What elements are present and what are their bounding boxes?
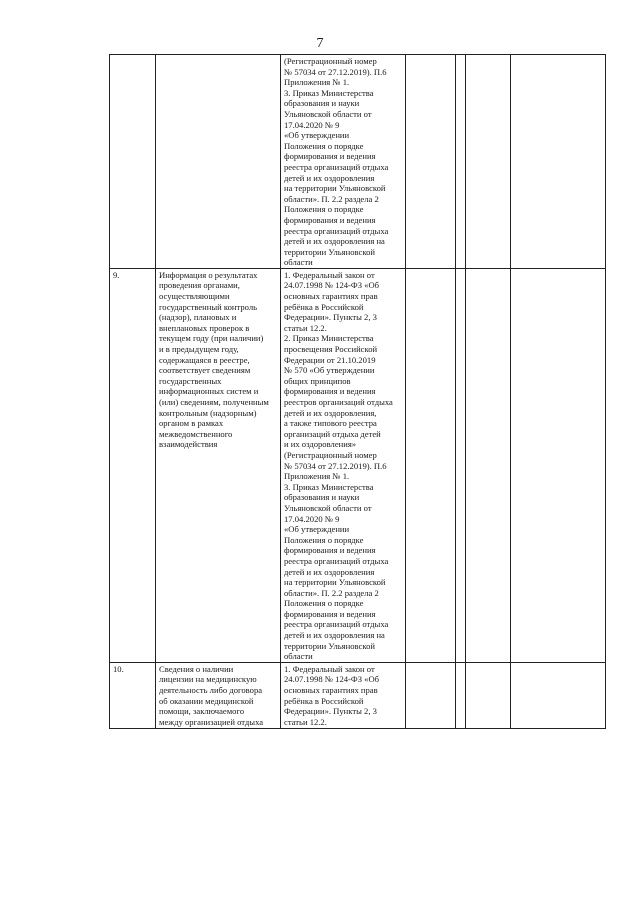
requirements-table xyxy=(109,54,606,729)
empty-cell xyxy=(456,268,466,662)
empty-cell xyxy=(466,662,511,728)
row-number-cell xyxy=(110,268,156,662)
empty-cell xyxy=(466,55,511,269)
row-number-cell xyxy=(110,662,156,728)
legal-basis-cell xyxy=(281,55,406,269)
legal-basis-text: 1. Федеральный закон от 24.07.1998 № 124-ФЗ «Об основных гарантиях прав ребёнка в Российской Федерации». Пункты 2, 3 статьи 12.2. 2. Приказ Министерства просвещения Российской Федерации от 21.10.2019 № 570 «Об утверждении общих принципов формирования и ведения реестров организаций отдыха детей и их оздоровления, а также типового реестра организаций отдыха детей и их оздоровления» (Регистрационный номер № 57034 от 27.12.2019). П.6 Приложения № 1. 3. Приказ Министерства образования и науки Ульяновской области от 17.04.2020 № 9 «Об утверждении Положения о порядке формирования и ведения реестра организаций отдыха детей и их оздоровления на территории Ульяновской области». П. 2.2 раздела 2 Положения о порядке формирования и ведения реестра организаций отдыха детей и их оздоровления на территории Ульяновской области xyxy=(284,269,393,662)
requirement-cell xyxy=(156,268,281,662)
empty-cell xyxy=(456,55,466,269)
requirement-cell xyxy=(156,55,281,269)
empty-cell xyxy=(511,55,606,269)
empty-cell xyxy=(406,55,456,269)
requirement-text: Сведения о наличии лицензии на медицинскую деятельность либо договора об оказании медицинской помощи, заключаемого между организацией отдыха xyxy=(159,663,264,727)
empty-cell xyxy=(406,268,456,662)
empty-cell xyxy=(456,662,466,728)
table-row xyxy=(110,55,606,269)
requirement-text: Информация о результатах проведения органами, осуществляющими государственный контроль (надзор), плановых и внеплановых проверок в текущем году (при наличии) и в предыдущем году, содержащаяся в реестре, соответствует сведениям государственных информационных систем и (или) сведениям, полученным контрольным (надзорным) органом в рамках межведомственного взаимодействия xyxy=(159,269,269,450)
legal-basis-cell xyxy=(281,662,406,728)
legal-basis-cell xyxy=(281,268,406,662)
empty-cell xyxy=(406,662,456,728)
empty-cell xyxy=(466,268,511,662)
table-row xyxy=(110,662,606,728)
row-number: 10. xyxy=(113,663,124,674)
page-number: 7 xyxy=(316,36,324,51)
empty-cell xyxy=(511,662,606,728)
legal-basis-text: (Регистрационный номер № 57034 от 27.12.2019). П.6 Приложения № 1. 3. Приказ Министерства образования и науки Ульяновской области от 17.04.2020 № 9 «Об утверждении Положения о порядке формирования и ведения реестра организаций отдыха детей и их оздоровления на территории Ульяновской области». П. 2.2 раздела 2 Положения о порядке формирования и ведения реестра организаций отдыха детей и их оздоровления на территории Ульяновской области xyxy=(284,56,389,268)
row-number-cell xyxy=(110,55,156,269)
table-row xyxy=(110,268,606,662)
requirement-cell xyxy=(156,662,281,728)
row-number: 9. xyxy=(113,269,120,280)
legal-basis-text: 1. Федеральный закон от 24.07.1998 № 124-ФЗ «Об основных гарантиях прав ребёнка в Российской Федерации». Пункты 2, 3 статьи 12.2. xyxy=(284,663,380,727)
empty-cell xyxy=(511,268,606,662)
